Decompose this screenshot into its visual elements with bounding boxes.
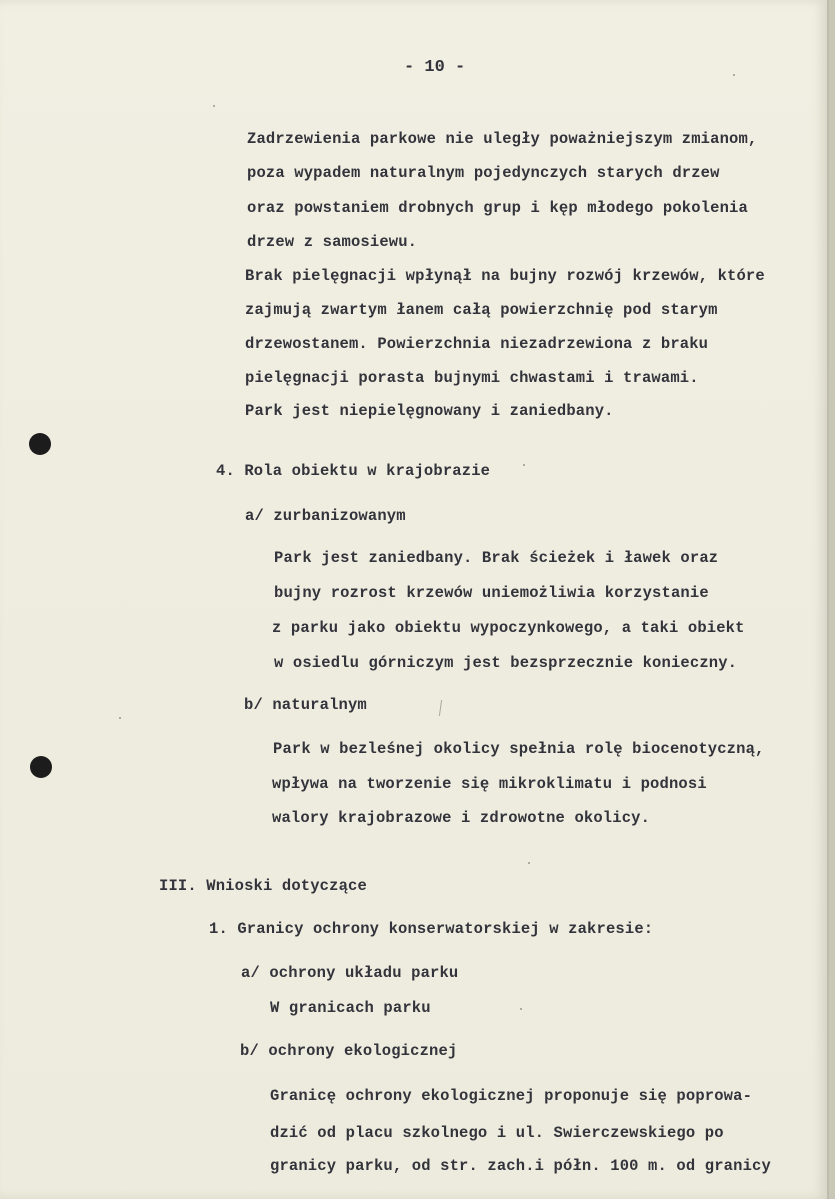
page-edge-shadow (829, 0, 835, 1199)
text-line: w osiedlu górniczym jest bezsprzecznie konieczny. (274, 654, 738, 672)
text-line: bujny rozrost krzewów uniemożliwia korzystanie (274, 584, 709, 602)
text-line: zajmują zwartym łanem całą powierzchnię pod starym (245, 301, 718, 319)
subsection-heading: a/ ochrony układu parku (241, 964, 459, 982)
text-line: oraz powstaniem drobnych grup i kęp młodego pokolenia (247, 199, 748, 217)
subsection-heading: a/ zurbanizowanym (245, 507, 406, 525)
text-line: z parku jako obiektu wypoczynkowego, a taki obiekt (272, 619, 745, 637)
subsection-heading: b/ ochrony ekologicznej (240, 1042, 458, 1060)
paper-speck (523, 464, 525, 466)
text-line: drzewostanem. Powierzchnia niezadrzewiona z braku (245, 335, 709, 353)
subsection-heading: b/ naturalnym (244, 696, 367, 714)
section-heading: 4. Rola obiektu w krajobrazie (216, 462, 491, 480)
text-line: Brak pielęgnacji wpłynął na bujny rozwój krzewów, które (245, 267, 765, 285)
paper-speck (213, 105, 215, 107)
page-number: - 10 - (404, 58, 466, 77)
text-line: pielęgnacji porasta bujnymi chwastami i trawami. (245, 369, 699, 387)
text-line: Park jest zaniedbany. Brak ścieżek i ławek oraz (274, 549, 719, 567)
section-heading: III. Wnioski dotyczące (159, 877, 367, 895)
text-line: granicy parku, od str. zach.i półn. 100 m. od granicy (270, 1157, 771, 1175)
punch-hole-top (29, 433, 51, 455)
text-line: poza wypadem naturalnym pojedynczych starych drzew (247, 164, 720, 182)
text-line: W granicach parku (270, 999, 431, 1017)
text-line: Zadrzewienia parkowe nie uległy poważniejszym zmianom, (247, 130, 758, 148)
paper-speck (119, 717, 121, 719)
punch-hole-bottom (30, 756, 52, 778)
text-line: drzew z samosiewu. (247, 233, 418, 251)
text-line: walory krajobrazowe i zdrowotne okolicy. (272, 809, 651, 827)
text-line: wpływa na tworzenie się mikroklimatu i podnosi (272, 775, 707, 793)
paper-speck (528, 862, 530, 864)
text-line: Granicę ochrony ekologicznej proponuje się poprowa- (270, 1087, 753, 1105)
paper-speck (733, 74, 735, 76)
subsection-heading: 1. Granicy ochrony konserwatorskiej w zakresie: (209, 920, 654, 938)
paper-speck (520, 1008, 522, 1010)
text-line: Park jest niepielęgnowany i zaniedbany. (245, 402, 614, 420)
text-line: Park w bezleśnej okolicy spełnia rolę biocenotyczną, (273, 740, 765, 758)
text-line: dzić od placu szkolnego i ul. Swierczewskiego po (270, 1124, 724, 1142)
